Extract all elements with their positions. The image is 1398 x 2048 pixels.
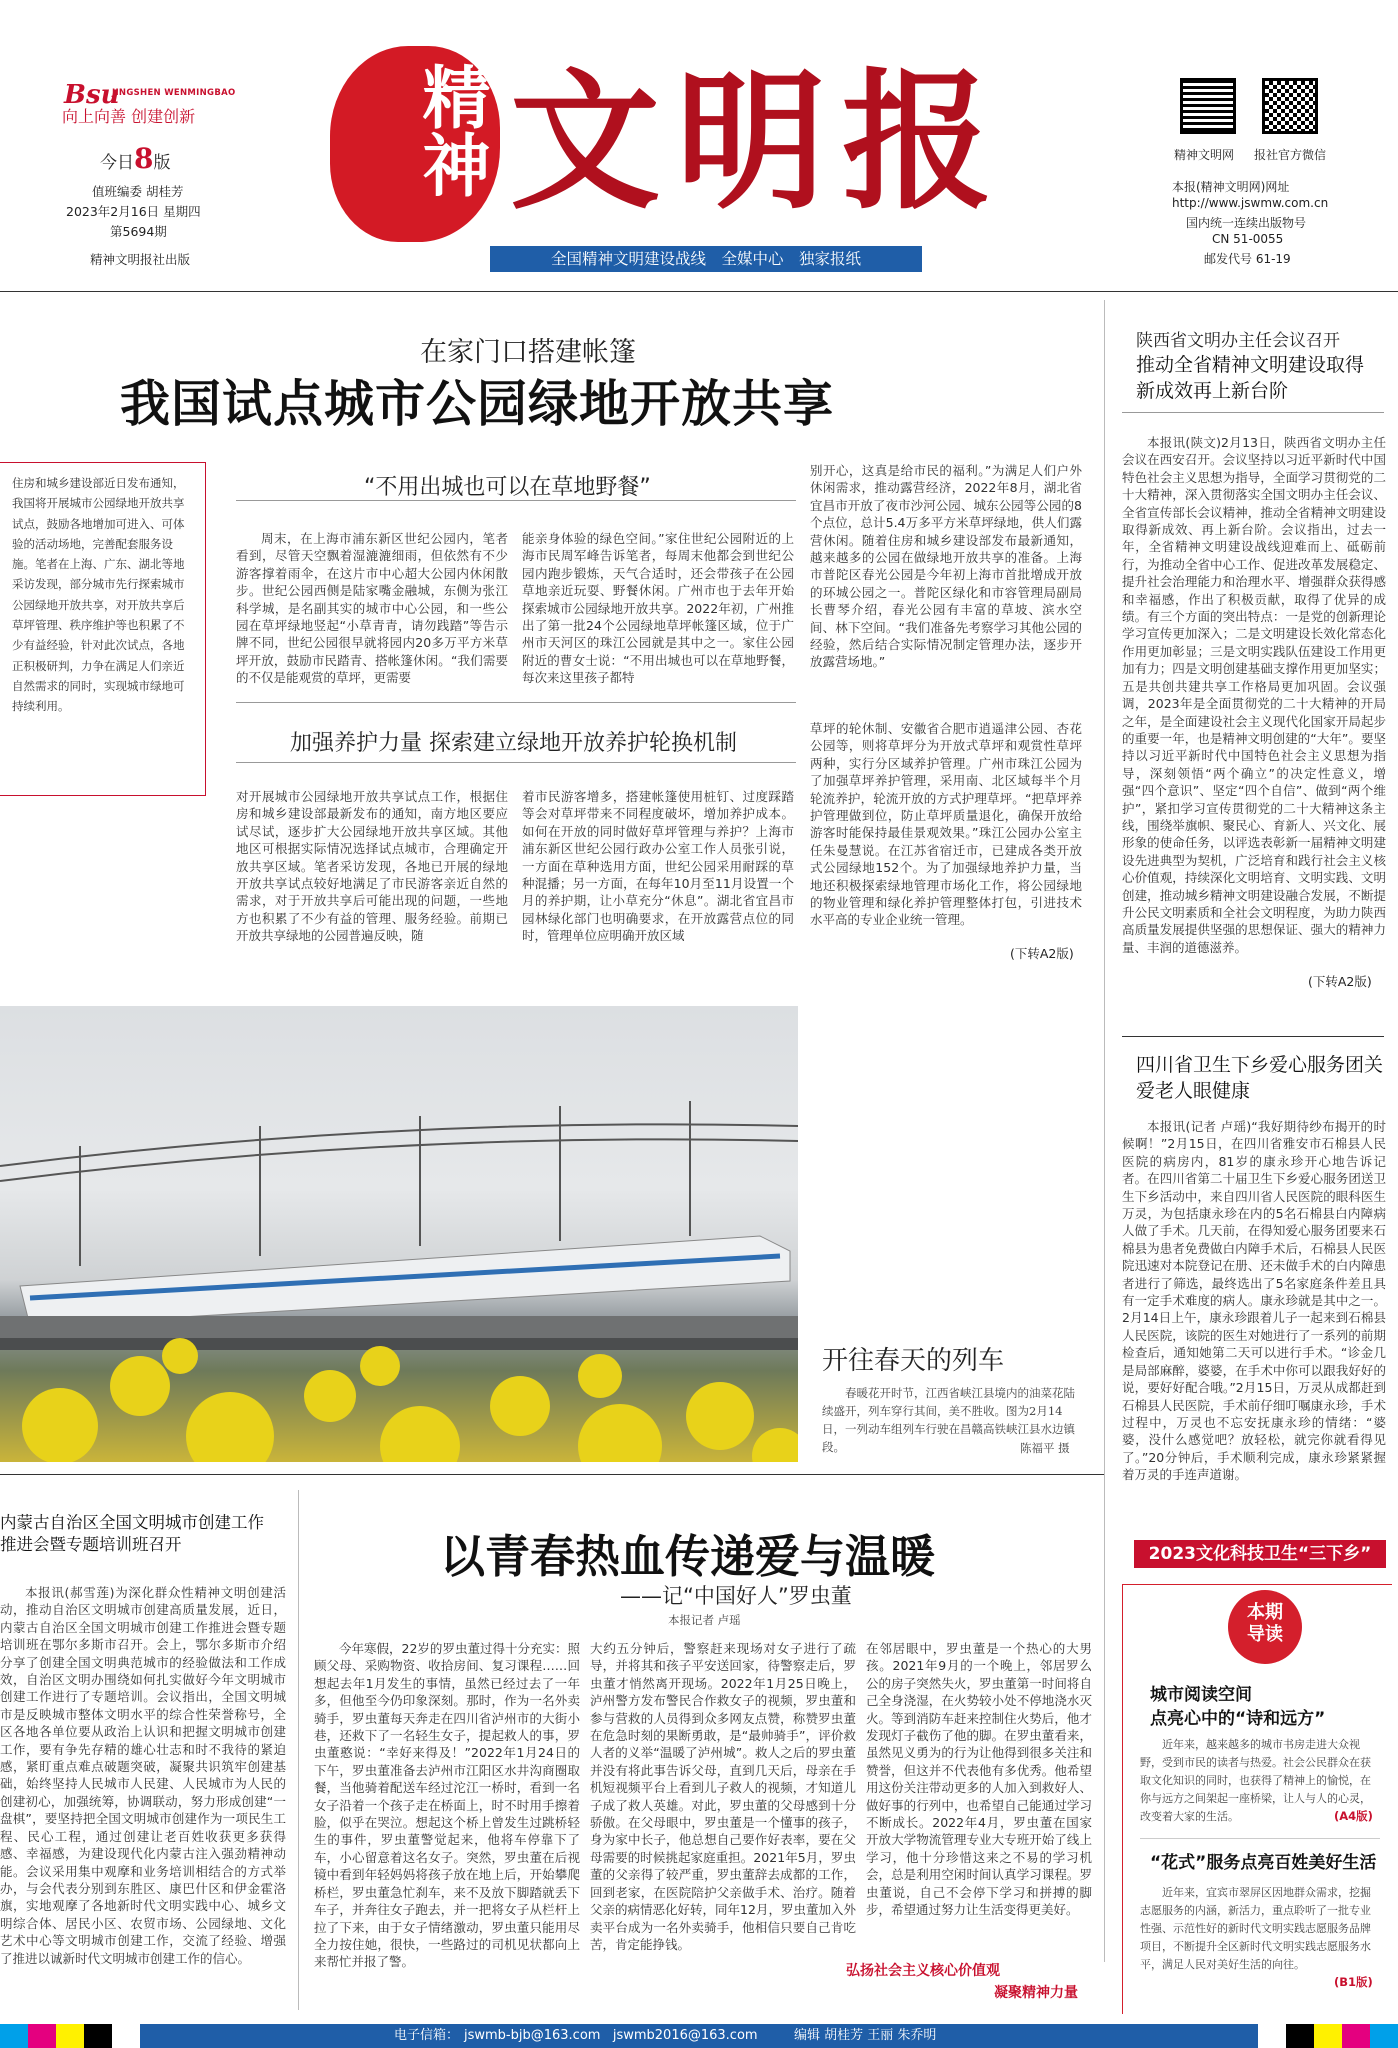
right-column-rule bbox=[1104, 300, 1105, 1962]
sub1-rule bbox=[236, 500, 796, 501]
main-col2: 大约五分钟后，警察赶来现场对女子进行了疏导，并将其和孩子平安送回家，待警察走后，罗虫董才悄然离开现场。2022年1月25日晚上，泸州警方发布警民合作救女子的视频，罗虫董和参与营救的人员得到众多网友点赞，称赞罗虫董在危急时刻的果断勇敢，是“最帅骑手”，评价救人者的义举“温暖了泸州城”。救人之后的罗虫董并没有将此事告诉父母，直到几天后，母亲在手机短视频平台上看到儿子救人的视频，才知道儿子成了救人英雄。对此，罗虫董的父母感到十分骄傲。在父母眼中，罗虫董是一个懂事的孩子，身为家中长子，他总想自己要作好表率，要在父母需要的时候挑起家庭重担。2021年5月，罗虫董的父亲得了较严重，罗虫董辞去成都的工作，回到老家，在医院陪护父亲做手术、治疗。随着父亲的病情恶化好转，同年12月，罗虫董加入外卖平台成为一名外卖骑手，他相信只要自己肯吃苦，肯定能挣钱。 bbox=[590, 1641, 856, 1952]
a1-body: 本报讯(陕文)2月13日，陕西省文明办主任会议在西安召开。会议坚持以习近平新时代中国特色社会主义思想为指导，全面学习贯彻党的二十大精神，深入贯彻落实全国文明办主任会议、全省宣传部长会议精神，推动全省精神文明建设取得新成效、再上新台阶。会议指出，过去一年，全省精神文明建设战线迎难而上、砥砺前行，为推动全省中心工作、促进改革发展稳定、提升社会治理能力和治理水平、增强群众获得感和幸福感，作出了积极贡献，取得了优异的成绩。有三个方面的突出特点：一是党的创新理论学习宣传更加深入；二是文明建设长效化常态化作用更加彰显；三是文明实践队伍建设工作用更加有力；四是文明创建基础支撑作用更加坚实；五是共创共建共享工作格局更加巩固。会议强调，2023年是全面贯彻党的二十大精神的开局之年，是全面建设社会主义现代化国家开局起步的重要一年，也是精神文明创建的“大年”。要坚持以习近平新时代中国特色社会主义思想为指导，深刻领悟“两个确立”的决定性意义，增强“四个意识”、坚定“四个自信”、做到“两个维护”，紧扣学习宣传贯彻党的二十大精神这条主线，围绕举旗帜、聚民心、育新人、兴文化、展形象的使命任务，以评选表彰新一届精神文明建设先进典型为契机，广泛培育和践行社会主义核心价值观，持续深化文明培育、文明实践、文明创建，推动城乡精神文明建设融合发展，不断提升公民文明素质和全社会文明程度，为助力陕西高质量发展提供坚强的思想保证、强大的精神力量、丰润的道德滋养。 bbox=[1122, 435, 1386, 955]
a1-jump: (下转A2版) bbox=[1308, 974, 1372, 989]
masthead bbox=[0, 0, 1398, 290]
lead2-col2: 着市民游客增多，搭建帐篷使用桩钉、过度踩踏等会对草坪带来不同程度破坏，增加养护成本。如何在开放的同时做好草坪管理与养护？上海市浦东新区世纪公园行政办公室工作人员张引说，一方面在草种选用方面，世纪公园采用耐踩的草种混播；另一方面，在每年10月至11月设置一个月的养护期，让小草充分“休息”。湖北省宜昌市园林绿化部门也明确要求，在开放露营点位的同时，管理单位应明确开放区域 bbox=[522, 789, 794, 944]
masthead-banner: 全国精神文明建设战线 全媒中心 独家报纸 bbox=[490, 246, 922, 272]
photo-caption: 春暖花开时节，江西省峡江县境内的油菜花陆续盛开，列车穿行其间，美不胜收。图为2月14日，一列动车组列车行驶在昌赣高铁峡江县水边镇段。 bbox=[822, 1386, 1075, 1454]
brand-en: JINGSHEN WENMINGBAO bbox=[112, 88, 236, 98]
g1-title-2[interactable]: 点亮心中的“诗和远方” bbox=[1150, 1709, 1326, 1729]
lead-summary: 住房和城乡建设部近日发布通知，我国将开展城市公园绿地开放共享试点，鼓励各地增加可进入、可体验的活动场地，完善配套服务设施。笔者在上海、广东、湖北等地采访发现，部分城市先行探索城市公园绿地开放共享，对开放共享后草坪管理、秩序维护等也积累了不少有益经验，针对此次试点，各地正积极研判，力争在满足人们亲近自然需求的同时，实现城市绿地可持续利用。 bbox=[12, 476, 185, 714]
main-byline: 本报记者 卢瑶 bbox=[668, 1613, 741, 1627]
photo-caption-title: 开往春天的列车 bbox=[822, 1346, 1005, 1376]
lead-sub2: 加强养护力量 探索建立绿地开放养护轮换机制 bbox=[290, 731, 737, 756]
lead-col3: 别开心，这真是给市民的福利。”为满足人们户外休闲需求，推动露营经济，2022年8月，湖北省宜昌市开放了夜市沙河公园、城东公园等公园的8个点位，总计5.4万多平方米草坪绿地，供人们露营休闲。随着住房和城乡建设部发布最新通知，越来越多的公园在做绿地开放共享的准备。上海市普陀区春光公园是今年初上海市首批增成开放的环城公园之一。普陀区绿化和市容管理局副局长曹琴介绍，春光公园有丰富的草坡、滨水空间、林下空间。“我们准备先考察学习其他公园的经验，然后结合实际情况制定管理办法，逐步开放露营场地。” bbox=[810, 463, 1082, 670]
footer-email-label: 电子信箱： bbox=[394, 2028, 460, 2043]
cn-label: 国内统一连续出版物号 bbox=[1186, 216, 1307, 230]
sub2-rule-bottom bbox=[236, 762, 796, 763]
main-subtitle: ——记“中国好人”罗虫董 bbox=[620, 1584, 852, 1608]
lead-sub1: “不用出城也可以在草地野餐” bbox=[364, 475, 651, 500]
cn-number: CN 51-0055 bbox=[1212, 232, 1284, 246]
a1-rule bbox=[1122, 412, 1384, 413]
brand-logo: Bsu bbox=[64, 80, 120, 110]
masthead-divider bbox=[0, 291, 1398, 292]
g2-ref[interactable]: (B1版) bbox=[1334, 1975, 1373, 1989]
g2-body: 近年来，宜宾市翠屏区因地群众需求，挖掘志愿服务的内涵，新活力，重点聆听了一批专业性强、示范性好的新时代文明实践志愿服务品牌项目，不断提升全区新时代文明实践志愿服务水平，满足人民对美好生活的向往。 bbox=[1140, 1886, 1371, 1971]
editor-on-duty: 值班编委 胡桂芳 bbox=[92, 184, 184, 199]
pages-today: 今日8版 bbox=[100, 142, 171, 175]
bottom-left-rule bbox=[298, 1490, 299, 2010]
footer-editors: 编辑 胡桂芳 王丽 朱乔明 bbox=[794, 2028, 937, 2043]
guide-rule bbox=[1140, 1838, 1380, 1839]
train-photo-drawing bbox=[0, 1006, 798, 1462]
main-col3: 在邻居眼中，罗虫董是一个热心的大男孩。2021年9月的一个晚上，邻居罗么公的房子突然失火，罗虫董第一时间将自己全身浇湿，在火势较小处不停地浇水灭火。等到消防车赶来控制住火势后，他才发现灯子截伤了他的脚。在罗虫董看来，虽然见义勇为的行为让他得到很多关注和赞誉，但这并不代表他有多优秀。他希望用这份关注带动更多的人加入到救好人、做好事的行列中，也希望自己能通过学习不断成长。2022年4月，罗虫董在国家开放大学物流管理专业大专班开始了线上学习，他十分珍惜这来之不易的学习机会，总是利用空闲时间认真学习课程。罗虫董说，自己不会停下学习和拼搏的脚步，希望通过努力让生活变得更美好。 bbox=[866, 1641, 1092, 1918]
motto: 向上向善 创建创新 bbox=[62, 107, 196, 126]
lead2-col1: 对开展城市公园绿地开放共享试点工作，根据住房和城乡建设部最新发布的通知，南方地区要应试尽试，逐步扩大公园绿地开放共享区域。其他地区可根据实际情况选择试点城市，合理确定开放共享区域。笔者采访发现，各地已开展的绿地开放共享试点较好地满足了市民游客亲近自然的需求，对于开放共享后可能出现的问题，一些地方也积累了不少有益的管理、服务经验。前期已开放共享绿地的公园普遍反映，随 bbox=[236, 789, 508, 944]
main-col1: 今年寒假，22岁的罗虫董过得十分充实：照顾父母、采购物资、收拾房间、复习课程……回想起去年1月发生的事情，虽然已经过去了一年多，但他至今仍印象深刻。那时，作为一名外卖骑手，罗虫董每天奔走在四川省泸州市的大街小巷，还救下了一名轻生女子，提起救人的事，罗虫董憨说：“幸好来得及！”2022年1月24日的下午，罗虫董准备去泸州市江阳区水井沟商圈取餐，当他骑着配送车经过沱江一桥时，看到一名女子沿着一个孩子走在桥面上，时不时用手擦着脸，似乎在哭泣。想起这个桥上曾发生过跳桥轻生的事件，罗虫董警觉起来，他将车停靠下了车，小心留意着这名女子。突然，罗虫董在后视镜中看到年轻妈妈将孩子放在地上后，开始攀爬桥栏，罗虫董急忙刹车，来不及放下脚踏就丢下车子，并奔往女子跑去，并一把将女子从栏杆上拉了下来，由于女子情绪激动，罗虫董只能用尽全力按住她，很快，一些路过的司机见状都向上来帮忙并报了警。 bbox=[314, 1641, 580, 1970]
left-headline: 内蒙古自治区全国文明城市创建工作推进会暨专题培训班召开 bbox=[0, 1513, 264, 1554]
left-body: 本报讯(郝雪莲)为深化群众性精神文明创建活动，推动自治区文明城市创建高质量发展，近日，内蒙古自治区全国文明城市创建工作推进会暨专题培训班在鄂尔多斯市召开。会上，鄂尔多斯市介绍分享了创建全国文明典范城市的经验做法和工作成效，自治区文明办围绕如何扎实做好今年文明城市创建工作进行了专题培训。会议指出，全国文明城市是反映城市整体文明水平的综合性荣誉称号，全区各地各单位要从政治上认识和把握文明城市创建工作，要有争先存精的雄心壮志和时不我待的紧迫感，紧盯重点难点破题突破，凝聚共识筑牢创建基础，始终坚持人民城市人民建、人民城市为人民的创建初心，加强统筹，协调联动，努力形成创建“一盘棋”，要坚持把全国文明城市创建作为一项民生工程、民心工程，通过创建让老百姓收获更多获得感、幸福感，为建设现代化内蒙古注入强劲精神动能。会议采用集中观摩和业务培训相结合的方式举办，与会代表分别到东胜区、康巴什区和伊金霍洛旗，实地观摩了各地新时代文明实践中心、城乡文明综合体、居民小区、农贸市场、公园绿地、文化艺术中心等文明城市创建工作，交流了经验、增强了推进以诚新时代文明城市创建工作的信心。 bbox=[0, 1585, 286, 1966]
issue-date: 2023年2月16日 星期四 bbox=[66, 204, 201, 219]
g1-title-1[interactable]: 城市阅读空间 bbox=[1150, 1685, 1252, 1705]
a2-headline: 四川省卫生下乡爱心服务团关爱老人眼健康 bbox=[1136, 1054, 1384, 1102]
g2-title[interactable]: “花式”服务点亮百姓美好生活 bbox=[1150, 1853, 1377, 1873]
sanxiaxiang-banner: 2023文化科技卫生“三下乡” bbox=[1134, 1540, 1386, 1568]
lead2-col3: 草坪的轮休制、安徽省合肥市逍遥津公园、杏花公园等，则将草坪分为开放式草坪和观赏性草坪两种，实行分区域养护管理。广州市珠江公园为了加强草坪养护管理，采用南、北区域每半个月轮流养护，轮流开放的方式护理草坪。“把草坪养护管理做到位，防止草坪质量退化，确保开放给游客时能保持最佳景观效果。”珠江公园办公室主任朱曼慧说。在江苏省宿迁市，已建成各类开放式公园绿地152个。为了加强绿地养护力量，当地还积极探索绿地管理市场化工作，将公园绿地的物业管理和绿化养护管理整体打包，引进技术水平高的专业企业统一管理。 bbox=[810, 721, 1082, 928]
g1-ref[interactable]: (A4版) bbox=[1334, 1809, 1373, 1823]
color-bars bbox=[0, 2024, 140, 2048]
train-photo bbox=[0, 1006, 798, 1462]
photo-credit: 陈福平 摄 bbox=[1020, 1441, 1070, 1455]
a1-headline: 推动全省精神文明建设取得新成效再上新台阶 bbox=[1136, 354, 1365, 402]
qr2-label: 报社官方微信 bbox=[1254, 148, 1327, 162]
qr1-label: 精神文明网 bbox=[1174, 148, 1235, 162]
slogan-1: 弘扬社会主义核心价值观 bbox=[846, 1963, 1000, 1979]
color-bars-right bbox=[1258, 2024, 1398, 2048]
website-label: 本报(精神文明网)网址 bbox=[1172, 180, 1290, 194]
title-red: 精神 bbox=[411, 62, 491, 198]
lead-headline: 我国试点城市公园绿地开放共享 bbox=[120, 374, 834, 433]
main-headline: 以青春热血传递爱与温暖 bbox=[440, 1530, 936, 1583]
qr-code-website bbox=[1180, 78, 1236, 134]
lead-col2: 能亲身体验的绿色空间。”家住世纪公园附近的上海市民周军峰告诉笔者，每周末他都会到世纪公园内跑步锻炼，天气合适时，还会带孩子在公园草地亲近玩耍、野餐休闲。广州市也于去年开始探索城市公园绿地开放共享。2022年初，广州推出了第一批24个公园绿地草坪帐篷区域，位于广州市天河区的珠江公园就是其中之一。家住公园附近的曹女士说：“不用出城也可以在草地野餐，每次来这里孩子都特 bbox=[522, 531, 794, 686]
issue-number: 第5694期 bbox=[110, 224, 167, 239]
footer-bar bbox=[0, 2024, 1398, 2048]
a2-rule-top bbox=[1122, 1036, 1384, 1037]
lead-col1: 周末，在上海市浦东新区世纪公园内，笔者看到，尽管天空飘着湿漉漉细雨，但依然有不少游客撑着雨伞，在这片市中心超大公园内休闲散步。世纪公园西侧是陆家嘴金融城，东侧为张江科学城，是名副其实的城市中心公园，和一些公园在草坪绿地竖起“小草青青，请勿践踏”等告示牌不同，世纪公园很早就将园内20多万平方米草坪开放，鼓励市民踏青、搭帐篷休闲。“我们需要的不仅是能观赏的草坪，更需要 bbox=[236, 531, 508, 686]
sub2-rule bbox=[236, 702, 796, 703]
bottom-divider bbox=[0, 1474, 1104, 1475]
lead-summary-box bbox=[0, 462, 206, 796]
postal-code: 邮发代号 61-19 bbox=[1204, 252, 1291, 266]
title-main: 文明报 bbox=[510, 54, 1009, 230]
website-url[interactable]: http://www.jswmw.com.cn bbox=[1172, 196, 1329, 210]
lead-jump: (下转A2版) bbox=[1010, 946, 1074, 961]
g1-body: 近年来，越来越多的城市书房走进大众视野，受到市民的读者与热爱。社会公民群众在获取文化知识的同时，也获得了精神上的愉悦，在你与远方之间架起一座桥梁，让人与人的心灵，改变着大家的生活。 bbox=[1140, 1738, 1371, 1823]
publisher: 精神文明报社出版 bbox=[90, 252, 191, 267]
footer-emails[interactable]: jswmb-bjb@163.com jswmb2016@163.com bbox=[464, 2028, 758, 2043]
a1-kicker: 陕西省文明办主任会议召开 bbox=[1136, 331, 1340, 351]
lead-kicker: 在家门口搭建帐篷 bbox=[420, 337, 636, 368]
slogan-2: 凝聚精神力量 bbox=[994, 1985, 1078, 2001]
qr-code-wechat bbox=[1262, 78, 1318, 134]
a2-body: 本报讯(记者 卢瑶)“我好期待纱布揭开的时候啊！”2月15日，在四川省雅安市石棉县人民医院的病房内，81岁的康永珍开心地告诉记者。在四川省第二十届卫生下乡爱心服务团送卫生下乡活动中，来自四川省人民医院的眼科医生万灵，为包括康永珍在内的5名石棉县白内障病人做了手术。几天前，在得知爱心服务团要来石棉县为患者免费做白内障手术后，石棉县人民医院迅速对本院登记在册、还未做手术的白内障患者进行了筛选，最终选出了5名家庭条件差且具有一定手术难度的病人。康永珍就是其中之一。2月14日上午，康永珍跟着儿子一起来到石棉县人民医院，该院的医生对她进行了一系列的前期检查后，通知她第二天可以进行手术。“诊金几是局部麻醉，婆婆，在手术中你可以跟我好好的说，要好好配合哦。”2月15日，万灵从成都赶到石棉县人民医院，手术前仔细叮嘱康永珍，手术过程中，万灵也不忘安抚康永珍的情绪：“婆婆，没什么感觉吧？放轻松，就完你就看得见了。”20分钟后，手术顺利完成，康永珍紧紧握着万灵的手连声道谢。 bbox=[1122, 1119, 1386, 1483]
guide-badge: 本期 导读 bbox=[1228, 1590, 1302, 1664]
